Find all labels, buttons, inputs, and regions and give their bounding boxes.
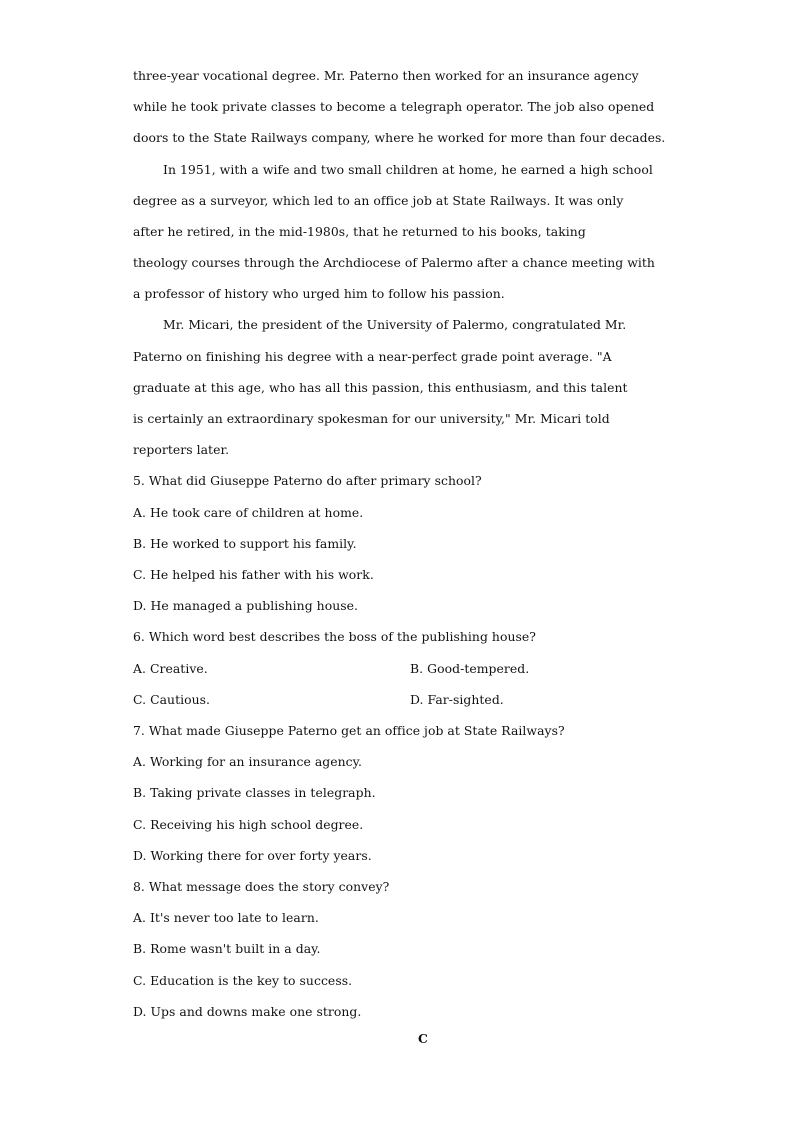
passage-line: a professor of history who urged him to follow his passion. bbox=[133, 286, 505, 301]
passage-line: Paterno on finishing his degree with a near-perfect grade point average. "A bbox=[133, 349, 612, 364]
option-d: D. Working there for over forty years. bbox=[133, 848, 372, 863]
passage-line: theology courses through the Archdiocese of Palermo after a chance meeting with bbox=[133, 255, 655, 270]
option-a: A. Working for an insurance agency. bbox=[133, 754, 363, 769]
option-c: C. Education is the key to success. bbox=[133, 973, 353, 988]
passage-line: three-year vocational degree. Mr. Paterno then worked for an insurance agency bbox=[133, 68, 639, 83]
passage-line: after he retired, in the mid-1980s, that he returned to his books, taking bbox=[133, 224, 586, 239]
passage-line: graduate at this age, who has all this passion, this enthusiasm, and this talent bbox=[133, 380, 628, 395]
option-a: A. It's never too late to learn. bbox=[133, 910, 319, 925]
option-b: B. Rome wasn't built in a day. bbox=[133, 941, 321, 956]
passage-line: is certainly an extraordinary spokesman for our university," Mr. Micari told bbox=[133, 411, 610, 426]
passage-line: reporters later. bbox=[133, 442, 230, 457]
passage-line: doors to the State Railways company, where he worked for more than four decades. bbox=[133, 130, 666, 145]
passage-line: Mr. Micari, the president of the University of Palermo, congratulated Mr. bbox=[163, 317, 627, 332]
question-stem: 8. What message does the story convey? bbox=[133, 879, 390, 894]
option-a: A. Creative. bbox=[133, 661, 208, 676]
option-c: C. He helped his father with his work. bbox=[133, 567, 374, 582]
question-stem: 6. Which word best describes the boss of the publishing house? bbox=[133, 629, 536, 644]
passage-line: degree as a surveyor, which led to an office job at State Railways. It was only bbox=[133, 193, 624, 208]
option-d: D. Ups and downs make one strong. bbox=[133, 1004, 362, 1019]
option-a: A. He took care of children at home. bbox=[133, 505, 364, 520]
option-b: B. He worked to support his family. bbox=[133, 536, 357, 551]
section-heading: C bbox=[418, 1031, 428, 1046]
option-c: C. Receiving his high school degree. bbox=[133, 817, 364, 832]
option-d: D. Far-sighted. bbox=[410, 692, 504, 707]
option-b: B. Good-tempered. bbox=[410, 661, 530, 676]
passage-line: In 1951, with a wife and two small children at home, he earned a high school bbox=[163, 162, 653, 177]
question-stem: 7. What made Giuseppe Paterno get an office job at State Railways? bbox=[133, 723, 565, 738]
option-b: B. Taking private classes in telegraph. bbox=[133, 785, 376, 800]
option-c: C. Cautious. bbox=[133, 692, 211, 707]
option-d: D. He managed a publishing house. bbox=[133, 598, 359, 613]
passage-line: while he took private classes to become a telegraph operator. The job also opened bbox=[133, 99, 655, 114]
question-stem: 5. What did Giuseppe Paterno do after primary school? bbox=[133, 473, 482, 488]
